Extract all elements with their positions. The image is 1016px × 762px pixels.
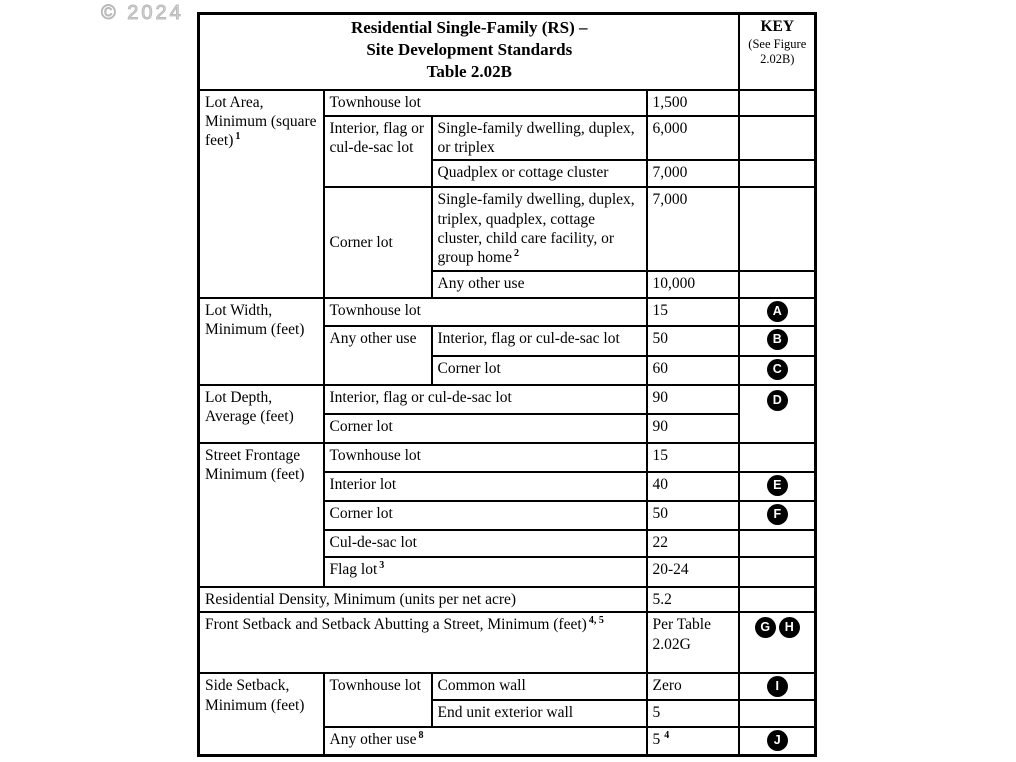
table-title-line1: Residential Single-Family (RS) – bbox=[350, 18, 588, 37]
street-frontage-flag-value-cell: 20-24 bbox=[647, 557, 739, 587]
table-header-row bbox=[199, 14, 816, 90]
key-badge-b-icon: B bbox=[767, 329, 788, 350]
street-frontage-culdesac-value-cell: 22 bbox=[647, 530, 739, 557]
table-title-cell bbox=[199, 14, 739, 90]
lot-area-interior-quad-value-cell: 7,000 bbox=[647, 160, 739, 187]
key-badge-a-icon: A bbox=[767, 301, 788, 322]
lot-width-townhouse-value-cell: 15 bbox=[647, 298, 739, 326]
table-row bbox=[199, 90, 816, 116]
side-setback-other-use: Any other use bbox=[329, 731, 417, 749]
footnote-8: 8 bbox=[418, 730, 424, 742]
street-frontage-corner-value-cell: 50 bbox=[647, 501, 739, 530]
footnote-4-5: 4, 5 bbox=[588, 615, 604, 627]
lot-width-corner-use-cell: Corner lot bbox=[432, 356, 647, 385]
lot-area-interior-quad-use-cell: Quadplex or cottage cluster bbox=[432, 160, 647, 187]
side-setback-common-use-cell: Common wall bbox=[432, 673, 647, 700]
lot-area-corner-sfd-use: Single-family dwelling, duplex, triplex, quadplex, cottage cluster, child care facility, or group home bbox=[437, 191, 635, 267]
lot-width-townhouse-use-cell: Townhouse lot bbox=[324, 298, 647, 326]
lot-depth-corner-value-cell: 90 bbox=[647, 414, 739, 443]
site-development-standards-table bbox=[197, 12, 817, 757]
side-setback-townhouse-label-cell: Townhouse lot bbox=[324, 673, 432, 727]
side-setback-other-value: 5 bbox=[652, 731, 661, 749]
key-cell-c bbox=[739, 356, 816, 385]
street-frontage-flag-use-cell bbox=[324, 557, 647, 587]
lot-depth-corner-use-cell: Corner lot bbox=[324, 414, 647, 443]
key-cell-b bbox=[739, 326, 816, 356]
key-cell-empty bbox=[739, 160, 816, 187]
lot-area-corner-other-use-cell: Any other use bbox=[432, 271, 647, 298]
table-row bbox=[199, 612, 816, 673]
lot-area-townhouse-value-cell: 1,500 bbox=[647, 90, 739, 116]
side-setback-end-unit-use-cell: End unit exterior wall bbox=[432, 700, 647, 727]
front-setback-label: Front Setback and Setback Abutting a Street, Minimum (feet) bbox=[205, 616, 587, 634]
density-label-cell: Residential Density, Minimum (units per net acre) bbox=[199, 587, 647, 612]
front-setback-value-cell: Per Table 2.02G bbox=[647, 612, 739, 673]
key-cell-e bbox=[739, 472, 816, 501]
key-badge-d-icon: D bbox=[767, 390, 788, 411]
side-setback-end-unit-value-cell: 5 bbox=[647, 700, 739, 727]
lot-area-interior-sfd-use-cell: Single-family dwelling, duplex, or triplex bbox=[432, 116, 647, 161]
key-cell-j bbox=[739, 727, 816, 755]
lot-area-label-cell bbox=[199, 90, 324, 298]
key-subtitle: (See Figure 2.02B) bbox=[748, 37, 807, 66]
key-cell-empty bbox=[739, 187, 816, 271]
side-setback-common-value-cell: Zero bbox=[647, 673, 739, 700]
key-cell-empty bbox=[739, 443, 816, 472]
key-badge-f-icon: F bbox=[767, 504, 788, 525]
table-row bbox=[199, 587, 816, 612]
table-row bbox=[199, 298, 816, 326]
table-title-line3: Table 2.02B bbox=[426, 62, 512, 82]
density-value-cell: 5.2 bbox=[647, 587, 739, 612]
lot-depth-interior-value-cell: 90 bbox=[647, 385, 739, 414]
lot-area-townhouse-use-cell: Townhouse lot bbox=[324, 90, 647, 116]
street-frontage-culdesac-use-cell: Cul-de-sac lot bbox=[324, 530, 647, 557]
key-cell-empty bbox=[739, 116, 816, 161]
street-frontage-interior-value-cell: 40 bbox=[647, 472, 739, 501]
street-frontage-townhouse-use-cell: Townhouse lot bbox=[324, 443, 647, 472]
lot-area-label: Lot Area, Minimum (square feet) bbox=[205, 93, 317, 150]
key-badge-h-icon: H bbox=[779, 617, 800, 638]
lot-width-corner-value-cell: 60 bbox=[647, 356, 739, 385]
copyright-watermark: © 2024 bbox=[101, 2, 184, 24]
table-title-line2: Site Development Standards bbox=[366, 40, 573, 60]
key-cell-a bbox=[739, 298, 816, 326]
key-cell-f bbox=[739, 501, 816, 530]
key-cell-d bbox=[739, 385, 816, 443]
table-row bbox=[199, 443, 816, 472]
street-frontage-interior-use-cell: Interior lot bbox=[324, 472, 647, 501]
key-badge-j-icon: J bbox=[767, 730, 788, 751]
key-badge-g-icon: G bbox=[755, 617, 776, 638]
key-header-cell bbox=[739, 14, 816, 90]
side-setback-label-cell: Side Setback, Minimum (feet) bbox=[199, 673, 324, 755]
street-frontage-flag-use: Flag lot bbox=[329, 561, 378, 579]
lot-area-corner-sfd-value-cell: 7,000 bbox=[647, 187, 739, 271]
lot-depth-label-cell: Lot Depth, Average (feet) bbox=[199, 385, 324, 443]
key-cell-empty bbox=[739, 557, 816, 587]
footnote-4: 4 bbox=[664, 730, 670, 742]
street-frontage-townhouse-value-cell: 15 bbox=[647, 443, 739, 472]
lot-area-interior-sfd-value-cell: 6,000 bbox=[647, 116, 739, 161]
lot-width-label-cell: Lot Width, Minimum (feet) bbox=[199, 298, 324, 385]
table-row bbox=[199, 385, 816, 414]
footnote-2: 2 bbox=[513, 248, 519, 260]
key-cell-empty bbox=[739, 271, 816, 298]
lot-width-any-other-label-cell: Any other use bbox=[324, 326, 432, 385]
key-badge-e-icon: E bbox=[767, 475, 788, 496]
lot-area-corner-sfd-use-cell bbox=[432, 187, 647, 271]
key-cell-i bbox=[739, 673, 816, 700]
lot-width-interior-value-cell: 50 bbox=[647, 326, 739, 356]
key-cell-g-h bbox=[739, 612, 816, 673]
footnote-3: 3 bbox=[379, 559, 385, 571]
lot-width-interior-use-cell: Interior, flag or cul-de-sac lot bbox=[432, 326, 647, 356]
footnote-1: 1 bbox=[235, 131, 241, 143]
street-frontage-label-cell: Street Frontage Minimum (feet) bbox=[199, 443, 324, 587]
lot-area-corner-label-cell: Corner lot bbox=[324, 187, 432, 298]
lot-area-interior-label-cell: Interior, flag or cul-de-sac lot bbox=[324, 116, 432, 188]
side-setback-other-use-cell bbox=[324, 727, 647, 755]
key-cell-empty bbox=[739, 587, 816, 612]
side-setback-other-value-cell bbox=[647, 727, 739, 755]
table-row bbox=[199, 673, 816, 700]
key-badge-i-icon: I bbox=[767, 676, 788, 697]
key-cell-empty bbox=[739, 90, 816, 116]
key-title: KEY bbox=[760, 18, 795, 35]
front-setback-label-cell bbox=[199, 612, 647, 673]
lot-depth-interior-use-cell: Interior, flag or cul-de-sac lot bbox=[324, 385, 647, 414]
key-badge-c-icon: C bbox=[767, 359, 788, 380]
key-cell-empty bbox=[739, 700, 816, 727]
lot-area-corner-other-value-cell: 10,000 bbox=[647, 271, 739, 298]
street-frontage-corner-use-cell: Corner lot bbox=[324, 501, 647, 530]
key-cell-empty bbox=[739, 530, 816, 557]
